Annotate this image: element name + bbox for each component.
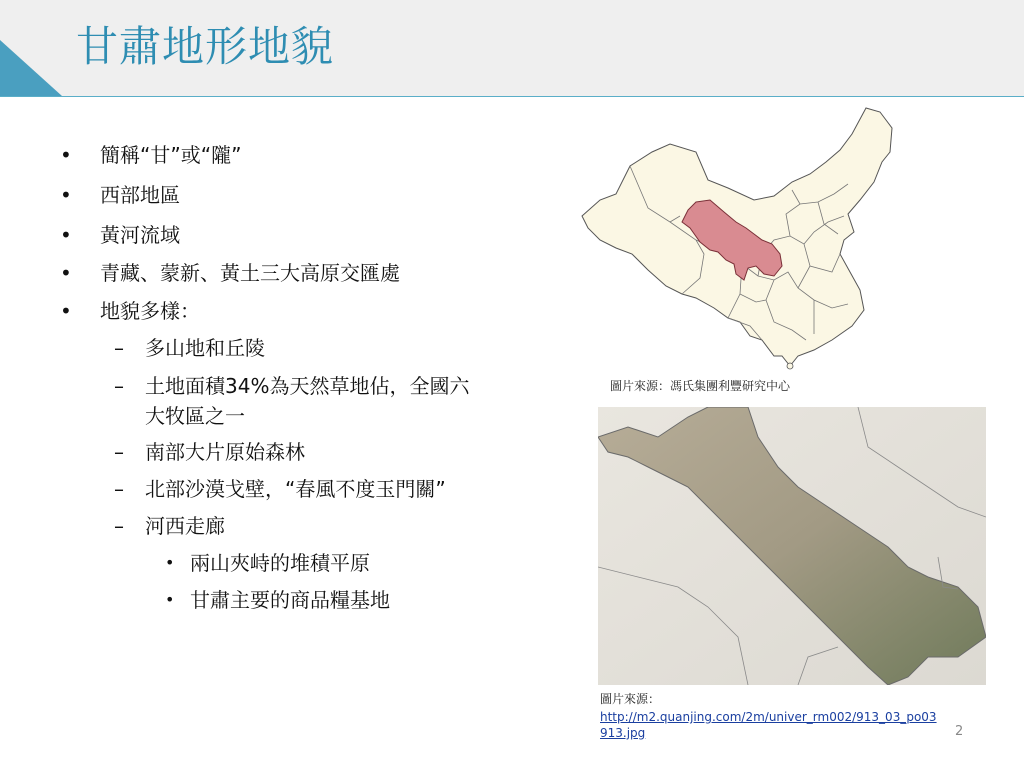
sub-bullet-text: 大牧區之一 <box>145 404 245 428</box>
dash-marker: – <box>114 336 124 360</box>
dash-marker: – <box>114 514 124 538</box>
slide-header <box>0 0 1024 97</box>
satellite-terrain-image <box>598 407 986 685</box>
bullet-text: 地貌多樣： <box>100 299 200 323</box>
bullet-marker: • <box>60 183 72 207</box>
bullet-marker: • <box>60 261 72 285</box>
dash-marker: – <box>114 477 124 501</box>
china-map-image <box>578 104 904 372</box>
bullet-text: 青藏、蒙新、黃土三大高原交匯處 <box>100 261 400 285</box>
hainan-island <box>787 363 793 369</box>
photo-source-caption: 圖片來源： <box>600 692 661 706</box>
sub-bullet-text: 河西走廊 <box>145 514 225 538</box>
bullet-text: 黃河流域 <box>100 223 180 247</box>
header-accent-triangle <box>0 40 62 96</box>
dash-marker: – <box>114 440 124 464</box>
page-number: 2 <box>955 724 964 739</box>
slide-title: 甘肅地形地貌 <box>76 22 335 71</box>
bullet-marker: • <box>165 590 175 609</box>
dash-marker: – <box>114 374 124 398</box>
sub-bullet-text: 北部沙漠戈壁，“春風不度玉門關” <box>145 477 446 501</box>
bullet-text: 簡稱“甘”或“隴” <box>100 143 242 167</box>
bullet-marker: • <box>60 143 72 167</box>
sub-bullet-text: 南部大片原始森林 <box>145 440 305 464</box>
photo-source-link[interactable]: http://m2.quanjing.com/2m/univer_rm002/913_03_po03913.jpg <box>600 710 937 740</box>
sub-sub-bullet-text: 甘肅主要的商品糧基地 <box>190 588 390 612</box>
sub-sub-bullet-text: 兩山夾峙的堆積平原 <box>190 551 370 575</box>
sub-bullet-text: 土地面積34%為天然草地佔，全國六 <box>145 374 470 398</box>
bullet-marker: • <box>60 299 72 323</box>
bullet-marker: • <box>60 223 72 247</box>
map-source-caption: 圖片來源：馮氏集團利豐研究中心 <box>610 379 791 393</box>
bullet-marker: • <box>165 553 175 572</box>
bullet-text: 西部地區 <box>100 183 180 207</box>
sub-bullet-text: 多山地和丘陵 <box>145 336 265 360</box>
